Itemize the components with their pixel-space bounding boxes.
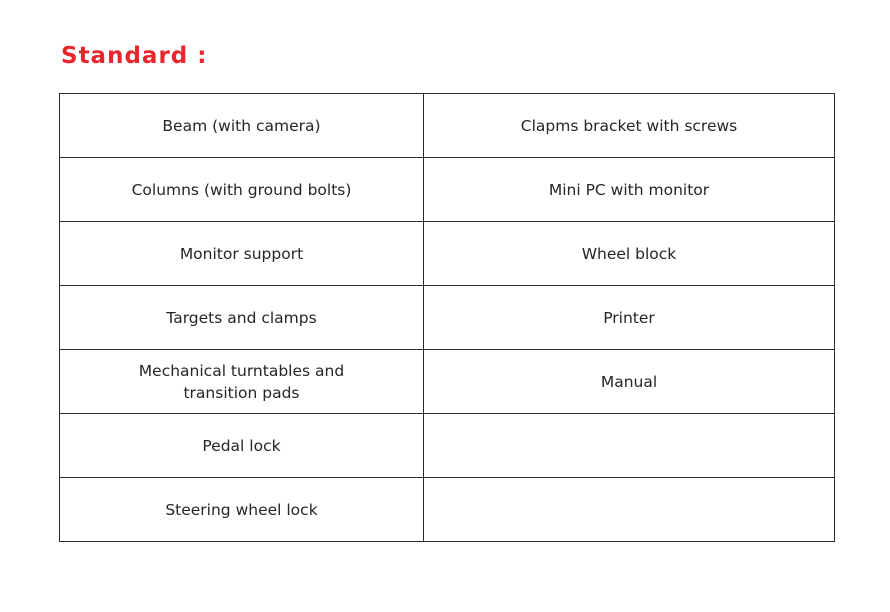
item-label: Monitor support	[179, 244, 304, 263]
table-row	[60, 414, 835, 478]
table-cell-right	[424, 350, 835, 414]
table-cell-left	[60, 222, 424, 286]
table-cell-right	[424, 414, 835, 478]
table-cell-left	[60, 94, 424, 158]
table-cell-left	[60, 286, 424, 350]
table-cell-right	[424, 158, 835, 222]
section-heading: Standard :	[61, 43, 208, 69]
standard-items-table	[59, 93, 835, 542]
table-cell-right	[424, 286, 835, 350]
table-row	[60, 478, 835, 542]
table-cell-left	[60, 478, 424, 542]
table-cell-right	[424, 478, 835, 542]
item-label: Mini PC with monitor	[548, 180, 710, 199]
item-label: Steering wheel lock	[165, 500, 318, 519]
item-label: Wheel block	[581, 244, 677, 263]
item-label-line-2: transition pads	[183, 383, 300, 402]
table-row	[60, 286, 835, 350]
table-cell-left	[60, 158, 424, 222]
table-row	[60, 222, 835, 286]
item-label: Pedal lock	[202, 436, 281, 455]
item-label: Columns (with ground bolts)	[131, 180, 352, 199]
table-cell-right	[424, 94, 835, 158]
item-label: Targets and clamps	[166, 308, 317, 327]
table-row	[60, 158, 835, 222]
item-label: Printer	[603, 308, 655, 327]
table-cell-left	[60, 414, 424, 478]
item-label: Clapms bracket with screws	[520, 116, 738, 135]
table-cell-left	[60, 350, 424, 414]
item-label: Beam (with camera)	[162, 116, 321, 135]
table-row	[60, 94, 835, 158]
item-label: Manual	[600, 372, 658, 391]
table-row	[60, 350, 835, 414]
item-label-line-1: Mechanical turntables and	[138, 361, 345, 380]
table-cell-right	[424, 222, 835, 286]
